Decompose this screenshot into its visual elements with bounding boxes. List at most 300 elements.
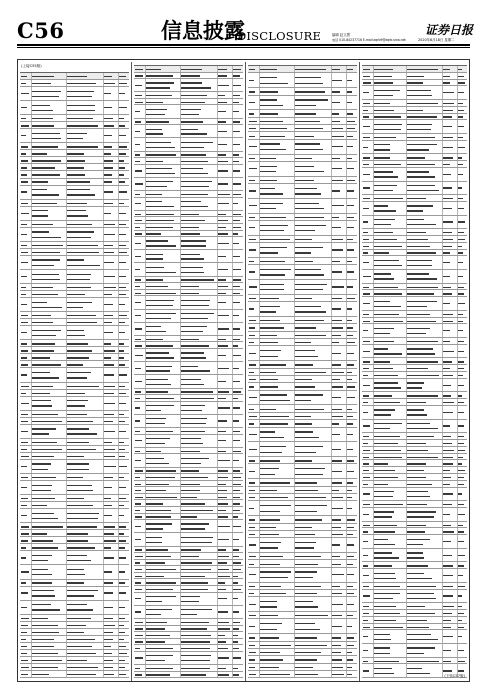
table-row [248,118,357,125]
table-cell-divider [145,375,146,387]
table-cell-text [260,571,291,572]
table-cell-text [181,220,205,221]
table-cell-text [135,293,141,294]
table-row [134,211,243,218]
table-cell-text [233,170,240,171]
table-cell-divider [145,520,146,532]
table-cell-divider [406,182,407,195]
table-cell-text [21,234,27,235]
table-row [134,79,243,92]
table-cell-text [249,556,256,557]
table-cell-text [233,440,240,441]
table-cell-text [295,474,323,475]
table-row [20,298,129,312]
table-cell-text [67,555,87,556]
table-row [20,537,129,544]
table-cell-divider [145,79,146,91]
table-row [134,263,243,276]
table-cell-text [218,256,227,257]
table-cell-text [443,246,453,247]
table-cell-text [104,276,115,277]
table-cell-text [146,300,174,301]
table-cell-divider [180,362,181,374]
table-cell-text [21,350,28,351]
table-cell-text [347,652,352,653]
table-row [134,533,243,546]
table-row [20,150,129,157]
table-cell-text [458,303,465,304]
table-cell-text [443,314,453,315]
table-row [134,474,243,481]
table-cell-text [249,519,255,520]
table-row [248,442,357,457]
table-cell-text [347,637,354,638]
table-cell-divider [145,402,146,414]
table-row [134,626,243,633]
table-cell-text [249,397,257,398]
table-cell-text [67,604,87,605]
table-cell-divider [373,141,374,154]
table-cell-text [67,477,84,478]
table-row [248,671,357,678]
table-row [20,509,129,523]
table-cell-text [347,379,352,380]
table-cell-text [67,442,90,443]
table-cell-text [407,82,423,83]
table-cell-text [458,330,463,331]
table-cell-text [249,659,255,660]
table-cell-text [458,116,463,117]
table-cell-text [181,556,199,557]
table-cell-text [32,279,60,280]
table-cell-text [295,629,320,630]
table-cell-text [146,660,165,661]
table-cell-text [407,210,423,211]
table-cell-text [347,298,354,299]
table-cell-text [146,405,174,406]
table-cell-text [218,203,230,204]
table-cell-text [32,477,56,478]
table-cell-text [295,497,326,498]
table-cell-text [332,604,344,605]
table-row [362,120,467,134]
table-cell-text [374,219,395,220]
table-cell-text [146,641,165,642]
table-cell-text [67,632,84,633]
table-cell-divider [66,326,67,339]
table-cell-text [67,252,99,253]
table-cell-text [218,75,227,76]
table-cell-text [67,357,90,358]
table-cell-text [181,431,205,432]
table-cell-divider [145,349,146,361]
table-cell-text [135,674,142,675]
table-cell-text [374,653,391,654]
table-cell-text [374,333,391,334]
table-cell-divider [373,120,374,133]
table-cell-text [67,674,97,675]
table-cell-text [135,549,142,550]
table-row [362,399,467,406]
table-cell-text [32,330,61,331]
table-cell-text [363,221,368,222]
table-row [248,339,357,346]
table-cell-text [32,646,54,647]
table-row [248,332,357,339]
table-cell-text [332,556,340,557]
table-cell-text [260,225,288,226]
table-cell-text [218,170,228,171]
table-cell-text [295,327,316,328]
table-cell-text [135,526,141,527]
table-cell-text [181,398,214,399]
table-cell-text [119,557,126,558]
table-cell-text [295,284,327,285]
table-cell-text [218,345,229,346]
table-cell-text [135,611,141,612]
table-cell-divider [373,420,374,433]
table-row [134,553,243,560]
disclosure-table [248,65,357,678]
table-cell-text [146,161,163,162]
table-cell-text [119,107,127,108]
table-cell-text [67,590,98,591]
table-row [248,464,357,479]
table-cell-divider [406,345,407,358]
table-cell-text [374,103,391,104]
table-cell-text [458,450,465,451]
table-cell-divider [259,265,260,279]
table-cell-text [407,205,432,206]
table-cell-divider [259,501,260,515]
table-cell-text [218,611,228,612]
table-cell-text [295,128,323,129]
table-cell-text [407,333,426,334]
table-cell-text [218,102,227,103]
table-cell-text [249,146,257,147]
table-cell-text [218,279,226,280]
table-cell-text [146,272,176,273]
table-cell-divider [294,442,295,456]
table-cell-text [249,586,255,587]
table-cell-text [374,598,393,599]
table-cell-text [295,105,316,106]
table-cell-text [295,311,326,312]
table-row [248,428,357,443]
table-cell-text [146,379,168,380]
table-cell-text [181,339,199,340]
table-cell-text [363,262,369,263]
table-cell-text [233,668,238,669]
table-cell-text [443,586,454,587]
table-cell-divider [294,96,295,110]
table-cell-text [347,364,354,365]
table-row [248,346,357,361]
table-cell-text [374,260,400,261]
table-cell-text [67,110,96,111]
table-cell-text [181,562,212,563]
table-cell-text [249,261,254,262]
table-cell-text [218,526,230,527]
table-cell-text [295,423,312,424]
table-cell-text [21,607,27,608]
table-cell-text [119,245,125,246]
table-row [20,319,129,326]
table-cell-text [347,136,353,137]
table-row [134,547,243,554]
table-column-2 [132,60,245,681]
table-cell-text [363,198,370,199]
table-row [362,624,467,631]
table-cell-text [249,490,255,491]
table-cell-text [374,198,403,199]
table-cell-divider [294,73,295,87]
table-cell-text [67,433,97,434]
table-row [362,460,467,467]
table-cell-text [233,328,240,329]
table-cell-text [407,484,431,485]
table-cell-text [67,76,87,77]
table-cell-divider [259,221,260,235]
table-cell-text [249,544,256,545]
table-row [134,481,243,488]
table-row [20,390,129,397]
table-cell-text [233,154,239,155]
table-cell-text [374,149,391,150]
table-row [248,516,357,523]
table-cell-text [32,405,53,406]
table-cell-text [67,237,92,238]
table-cell-text [135,477,140,478]
table-cell-text [374,314,400,315]
table-cell-text [218,562,228,563]
table-cell-text [233,203,238,204]
table-column-1 [18,60,131,681]
table-cell-text [104,83,115,84]
table-cell-text [135,256,141,257]
table-cell-text [363,555,368,556]
table-cell-text [295,394,323,395]
table-cell-text [443,157,453,158]
table-cell-text [347,102,352,103]
table-cell-text [374,477,399,478]
table-cell-text [119,421,125,422]
table-row [20,397,129,411]
table-cell-text [119,93,125,94]
table-cell-text [295,511,318,512]
table-cell-divider [373,630,374,643]
table-cell-text [260,105,283,106]
table-cell-text [443,504,452,505]
table-row [134,514,243,521]
table-cell-text [249,482,255,483]
table-cell-text [374,450,402,451]
table-cell-divider [259,464,260,478]
table-cell-text [332,91,341,92]
table-cell-text [407,164,435,165]
table-cell-text [135,339,141,340]
table-row [248,317,357,324]
table-cell-divider [373,86,374,99]
table-cell-text [374,185,397,186]
table-cell-divider [373,549,374,562]
table-cell-text [218,648,229,649]
table-cell-text [135,243,141,244]
table-cell-text [374,293,402,294]
table-cell-text [135,440,142,441]
continued-to-note: (下转C57版) [444,674,465,678]
table-cell-text [67,405,86,406]
table-row [134,237,243,250]
table-cell-text [407,409,424,410]
table-row [134,573,243,580]
table-cell-divider [31,368,32,381]
table-cell-text [119,146,126,147]
table-cell-text [218,69,227,70]
table-cell-text [104,245,113,246]
table-cell-text [233,549,239,550]
table-cell-divider [66,101,67,114]
table-cell-text [407,627,429,628]
table-cell-text [458,443,464,444]
table-row [248,295,357,302]
table-cell-text [119,374,127,375]
table-row [362,365,467,372]
table-cell-text [407,634,431,635]
table-cell-text [135,391,141,392]
table-cell-text [135,582,141,583]
table-row [362,182,467,196]
table-cell-text [67,547,95,548]
table-cell-text [32,322,53,323]
table-cell-text [407,190,439,191]
table-cell-text [458,541,464,542]
table-cell-text [135,431,140,432]
table-row [362,114,467,121]
table-cell-text [146,596,176,597]
table-cell-text [407,185,435,186]
table-cell-text [32,604,51,605]
table-cell-text [32,96,59,97]
table-row [362,481,467,488]
table-cell-text [374,278,395,279]
table-cell-divider [373,216,374,229]
table-row [20,657,129,664]
table-cell-text [21,449,27,450]
table-cell-text [332,519,342,520]
table-cell-text [407,368,427,369]
table-cell-text [295,364,313,365]
table-cell-text [374,516,393,517]
table-cell-text [67,215,88,216]
table-cell-divider [373,590,374,603]
table-cell-text [295,188,317,189]
table-cell-text [374,634,391,635]
table-cell-text [104,625,115,626]
table-cell-text [363,321,370,322]
table-cell-text [374,552,392,553]
table-cell-text [374,578,397,579]
table-cell-text [119,350,124,351]
table-cell-text [146,245,176,246]
table-cell-text [21,421,28,422]
table-cell-text [21,304,27,305]
table-cell-divider [406,590,407,603]
table-cell-text [260,364,286,365]
table-cell-text [119,618,125,619]
table-cell-text [104,93,111,94]
table-cell-divider [66,565,67,578]
table-cell-text [218,510,226,511]
table-cell-text [347,190,354,191]
table-row [248,479,357,486]
table-cell-text [135,503,141,504]
table-cell-text [181,614,198,615]
table-cell-text [443,425,450,426]
table-cell-divider [180,310,181,322]
table-cell-divider [294,221,295,235]
table-row [362,73,467,80]
table-cell-text [181,549,201,550]
table-cell-text [363,627,370,628]
table-cell-text [458,514,466,515]
table-cell-text [347,416,352,417]
table-cell-text [32,160,61,161]
table-cell-text [443,174,451,175]
table-row [248,376,357,383]
table-row [362,86,467,100]
table-cell-text [363,368,369,369]
table-cell-text [249,113,254,114]
table-row [248,162,357,177]
table-cell-divider [406,270,407,283]
table-cell-text [407,598,436,599]
table-cell-text [363,103,370,104]
table-cell-text [135,451,140,452]
table-cell-text [146,214,174,215]
table-row [20,249,129,256]
table-cell-text [135,569,142,570]
table-cell-text [407,95,432,96]
table-cell-text [374,205,389,206]
contact-line: 电话 010-84237716 E-mail:zqrb9@zqrb.sina.net [332,38,406,42]
table-cell-divider [145,310,146,322]
table-row [20,530,129,537]
table-cell-text [104,421,113,422]
table-cell-text [119,287,126,288]
table-cell-text [260,505,291,506]
table-cell-text [295,113,316,114]
table-cell-text [181,601,199,602]
table-cell-text [181,272,204,273]
table-cell-text [249,527,255,528]
table-cell-text [363,443,368,444]
table-row [362,420,467,434]
table-cell-text [363,375,368,376]
table-cell-text [407,531,425,532]
table-cell-text [67,322,97,323]
table-cell-text [181,463,202,464]
table-row [20,474,129,481]
table-cell-text [249,286,257,287]
table-row [248,214,357,221]
table-cell-text [181,622,209,623]
table-cell-text [119,262,126,263]
table-cell-text [443,650,451,651]
table-cell-text [233,569,240,570]
table-cell-text [32,625,58,626]
table-cell-text [443,463,454,464]
